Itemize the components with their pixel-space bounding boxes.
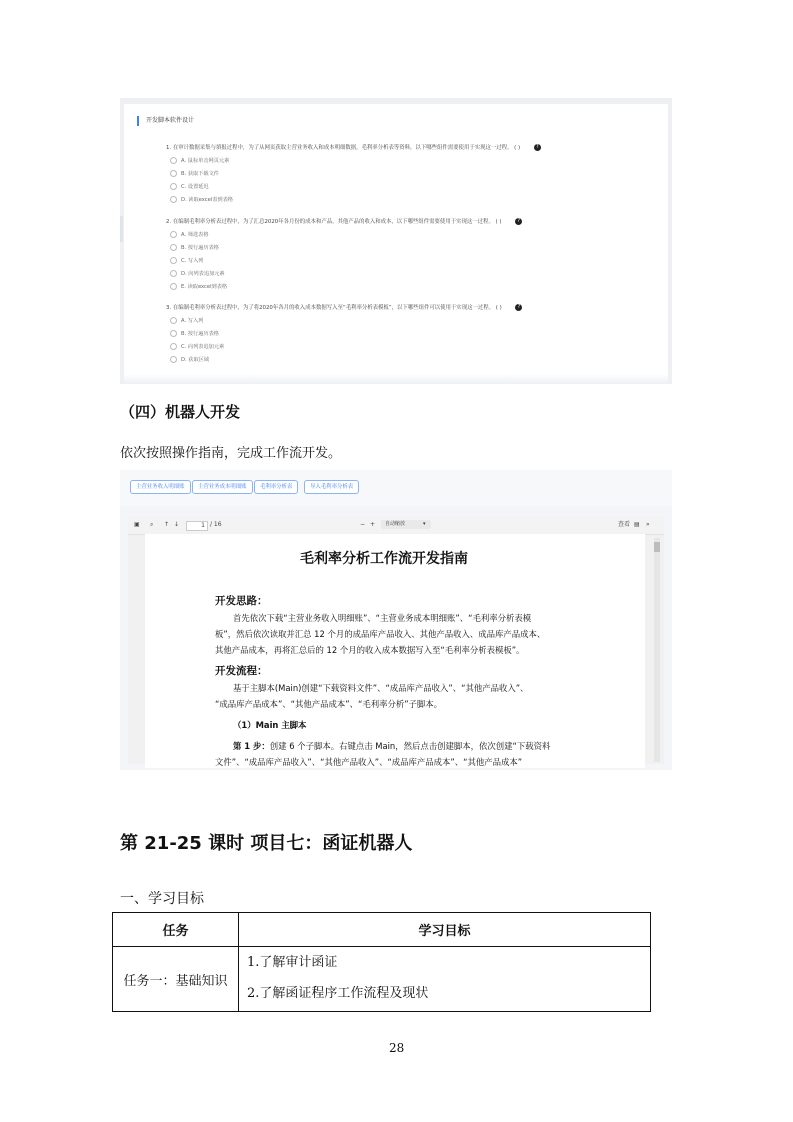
step1-label: 第 1 步：: [233, 741, 270, 751]
radio-icon[interactable]: [170, 270, 177, 277]
pdf-page: [145, 534, 645, 768]
question-3: [166, 304, 522, 312]
radio-icon[interactable]: [170, 170, 177, 177]
scrollbar[interactable]: [654, 538, 660, 762]
option[interactable]: E. 读取excel到表格: [170, 283, 227, 291]
goal-item: 2.了解函证程序工作流程及现状: [247, 986, 429, 1001]
search-icon[interactable]: ⌕: [150, 521, 154, 528]
radio-icon[interactable]: [170, 356, 177, 363]
robot-dev-screenshot: [120, 470, 672, 770]
question-1: [166, 144, 541, 152]
prev-page-icon[interactable]: ↑: [164, 521, 170, 528]
question-text: 2. 在编制毛利率分析表过程中，为了汇总2020年各月份的成本和产品，其他产品的收入和成本，以下哪些组件需要使用于实现这一过程。 ( ): [166, 219, 502, 225]
toolbar-button[interactable]: 毛利率分析表: [254, 480, 298, 494]
scroll-fade: [120, 374, 672, 384]
toolbar-button[interactable]: 导入毛利率分析表: [304, 480, 359, 494]
radio-icon[interactable]: [170, 157, 177, 164]
step1-continuation: 文件”、“成品库产品收入”、“其他产品收入”、“成品库产品成本”、“其他产品成本”: [215, 757, 523, 767]
quiz-panel: [124, 104, 668, 384]
option[interactable]: B. 按行遍历表格: [170, 330, 219, 338]
question-text: 1. 在审计数据采集与填报过程中，为了从网页获取主营业务收入和成本明细数据，毛利率分析表等资料，以下哪些组件需要使用于实现这一过程。 ( ): [166, 145, 521, 151]
option[interactable]: D. 获取区域: [170, 356, 209, 364]
option[interactable]: D. 向列表追加元素: [170, 270, 225, 278]
print-icon[interactable]: ▤: [634, 521, 640, 528]
section-heading: （四）机器人开发: [120, 403, 241, 421]
idea-line: 板”，然后依次读取并汇总 12 个月的成品库产品收入、其他产品收入、成品库产品成本、: [215, 629, 546, 639]
goal-cell: [239, 947, 651, 1012]
quiz-screenshot: [120, 98, 672, 384]
zoom-out-button[interactable]: −: [360, 521, 366, 528]
help-icon[interactable]: ?: [515, 304, 522, 311]
pdf-viewer: [128, 516, 664, 767]
lesson-title: 第 21-25 课时 项目七：函证机器人: [120, 833, 413, 854]
quiz-section-title: 开发脚本软件设计: [137, 116, 194, 126]
radio-icon[interactable]: [170, 183, 177, 190]
column-header-goal: 学习目标: [239, 913, 651, 947]
next-page-icon[interactable]: ↓: [174, 521, 180, 528]
page-number-input[interactable]: 1: [186, 521, 208, 531]
radio-icon[interactable]: [170, 257, 177, 264]
toolbar: [120, 470, 672, 506]
column-header-task: 任务: [113, 913, 239, 947]
option[interactable]: A. 写入列: [170, 317, 203, 325]
toolbar-button[interactable]: 主营业务成本明细账: [192, 480, 253, 494]
radio-icon[interactable]: [170, 330, 177, 337]
option[interactable]: A. 筛选表格: [170, 231, 209, 239]
goals-table: [112, 912, 651, 1012]
option[interactable]: B. 按行遍历表格: [170, 244, 219, 252]
option[interactable]: C. 向列表追加元素: [170, 343, 224, 351]
idea-heading: 开发思路：: [215, 595, 268, 607]
scrollbar-thumb[interactable]: [654, 542, 660, 552]
option[interactable]: C. 设置延迟: [170, 183, 209, 191]
radio-icon[interactable]: [170, 343, 177, 350]
question-text: 3. 在编制毛利率分析表过程中，为了将2020年各月的收入成本数据写入至“毛利率分析表模板”，以下哪些组件可以使用于实现这一过程。 ( ): [166, 305, 502, 311]
option[interactable]: D. 读取excel表到表格: [170, 196, 233, 204]
table-header-row: [113, 913, 651, 947]
option[interactable]: C. 写入列: [170, 257, 203, 265]
sidebar-edge: [120, 216, 123, 242]
step1-text: 创建 6 个子脚本。右键点击 Main，然后点击创建脚本，依次创建“下载资料: [269, 741, 551, 751]
flow-line: 基于主脚本(Main)创建“下载资料文件”、“成品库产品收入”、“其他产品收入”、: [233, 683, 529, 693]
radio-icon[interactable]: [170, 196, 177, 203]
main-heading: （1）Main 主脚本: [233, 720, 307, 730]
goal-item: 1.了解审计函证: [247, 955, 338, 970]
step1-line: [233, 738, 550, 754]
more-tools-icon[interactable]: »: [646, 521, 650, 528]
sidebar-toggle-icon[interactable]: ▣: [134, 521, 140, 528]
instruction-text: 依次按照操作指南，完成工作流开发。: [120, 446, 342, 461]
option[interactable]: A. 鼠标单击网页元素: [170, 157, 229, 165]
radio-icon[interactable]: [170, 244, 177, 251]
pdf-toolbar: [128, 516, 664, 535]
help-icon[interactable]: ?: [534, 144, 541, 151]
chevron-down-icon: ▾: [423, 521, 426, 527]
radio-icon[interactable]: [170, 283, 177, 290]
option[interactable]: B. 获取下载文件: [170, 170, 219, 178]
help-icon[interactable]: ?: [515, 218, 522, 225]
radio-icon[interactable]: [170, 317, 177, 324]
zoom-select[interactable]: 自动缩放 ▾: [381, 520, 431, 529]
table-row: [113, 947, 651, 1012]
goals-heading: 一、学习目标: [120, 891, 204, 907]
task-cell: 任务一：基础知识: [113, 947, 239, 1012]
idea-line: 首先依次下载“主营业务收入明细账”、“主营业务成本明细账”、“毛利率分析表模: [233, 613, 532, 623]
zoom-in-button[interactable]: +: [370, 521, 376, 528]
page-number: 28: [389, 1041, 405, 1055]
view-label[interactable]: 查看: [618, 521, 631, 528]
flow-line: “成品库产品成本”、“其他产品成本”、“毛利率分析”子脚本。: [215, 699, 443, 709]
doc-title: 毛利率分析工作流开发指南: [300, 551, 468, 567]
page-total: / 16: [210, 521, 222, 528]
flow-heading: 开发流程：: [215, 665, 268, 677]
toolbar-button[interactable]: 主营业务收入明细账: [130, 480, 191, 494]
question-2: [166, 218, 522, 226]
radio-icon[interactable]: [170, 231, 177, 238]
idea-line: 其他产品成本，再将汇总后的 12 个月的收入成本数据写入至“毛利率分析表模板”。: [215, 645, 525, 655]
